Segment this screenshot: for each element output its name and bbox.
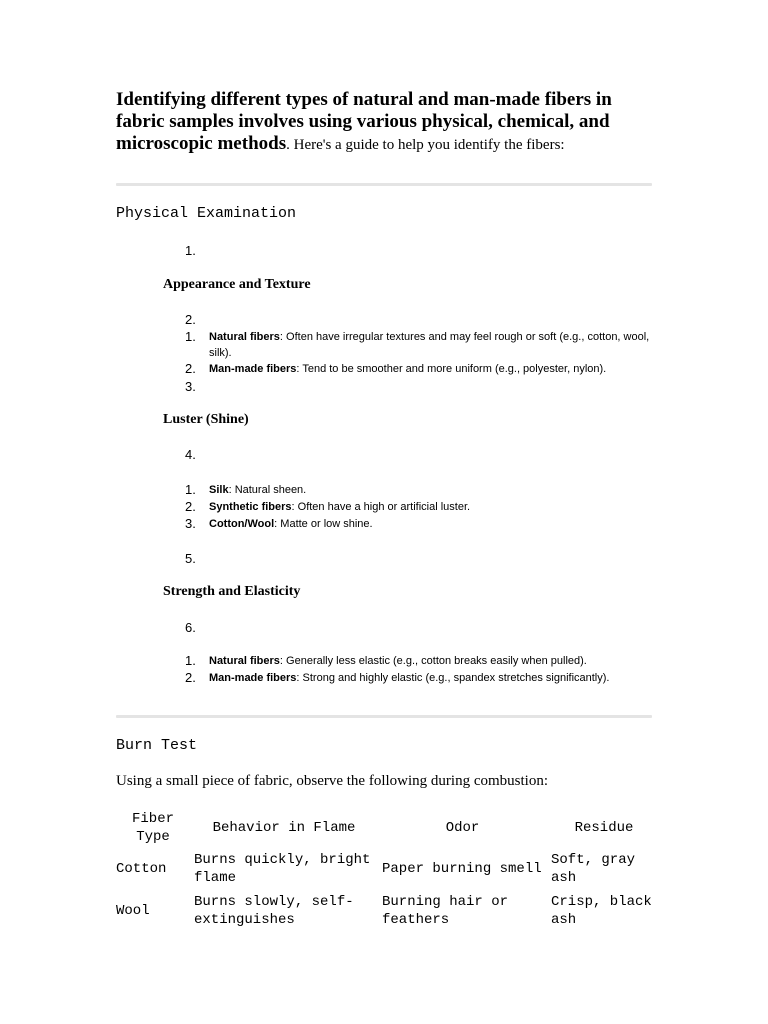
table-cell: Burns slowly, self-extinguishes — [194, 894, 354, 928]
table-cell: Crisp, black ash — [551, 894, 652, 928]
item-number: 1. — [185, 653, 196, 668]
column-header-residue: Residue — [574, 820, 634, 836]
list-item — [185, 670, 660, 686]
table-cell: Cotton — [116, 861, 167, 877]
item-label: Man-made fibers — [209, 363, 297, 375]
horizontal-rule — [116, 183, 652, 186]
column-header-fiber-type: Fiber Type — [131, 811, 174, 845]
column-header-odor: Odor — [445, 820, 480, 836]
item-text: : Strong and highly elastic (e.g., spandex stretches significantly). — [296, 672, 610, 684]
burn-test-intro: Using a small piece of fabric, observe the following during combustion: — [116, 773, 548, 789]
item-label: Synthetic fibers — [209, 501, 292, 513]
table-cell: Wool — [116, 903, 150, 919]
item-number: 2. — [185, 670, 196, 685]
horizontal-rule — [116, 715, 652, 718]
physical-examination-heading: Physical Examination — [116, 205, 297, 222]
item-label: Natural fibers — [209, 655, 280, 667]
table-header-row — [116, 808, 661, 848]
table-cell: Soft, gray ash — [551, 852, 636, 886]
item-label: Silk — [209, 484, 229, 496]
item-text: : Matte or low shine. — [274, 518, 373, 530]
table-cell: Burns quickly, bright flame — [194, 852, 371, 886]
item-text: : Natural sheen. — [228, 484, 307, 496]
list-number: 3. — [185, 379, 196, 394]
item-label: Cotton/Wool — [209, 518, 275, 530]
list-number: 2. — [185, 312, 196, 327]
item-number: 2. — [185, 361, 196, 376]
item-text: : Often have a high or artificial luster. — [291, 501, 471, 513]
list-item — [185, 361, 660, 377]
item-text: : Tend to be smoother and more uniform (e.g., polyester, nylon). — [296, 363, 607, 375]
item-text: : Generally less elastic (e.g., cotton breaks easily when pulled). — [279, 655, 587, 667]
list-number: 6. — [185, 620, 196, 635]
list-number: 5. — [185, 551, 196, 566]
list-number: 1. — [185, 243, 196, 258]
item-number: 1. — [185, 329, 196, 344]
intro-normal-text: . Here's a guide to help you identify the fibers: — [286, 137, 565, 153]
subheading-strength-elasticity: Strength and Elasticity — [163, 584, 301, 599]
intro-paragraph — [116, 89, 656, 156]
item-label: Man-made fibers — [209, 672, 297, 684]
table-row — [116, 890, 661, 932]
item-label: Natural fibers — [209, 331, 280, 343]
list-item — [185, 482, 660, 498]
subheading-appearance-texture: Appearance and Texture — [163, 277, 311, 292]
column-header-behavior: Behavior in Flame — [212, 820, 356, 836]
list-item — [185, 516, 660, 532]
burn-test-table — [116, 808, 661, 932]
list-item — [185, 653, 660, 669]
table-row — [116, 848, 661, 890]
burn-test-heading: Burn Test — [116, 737, 198, 754]
intro-bold-text: Identifying different types of natural and man-made fibers in fabric samples involves using various physical, chemical, and microscopic methods — [116, 89, 612, 154]
subheading-luster: Luster (Shine) — [163, 412, 249, 427]
list-item — [185, 329, 660, 361]
table-cell: Paper burning smell — [382, 861, 542, 877]
item-text: : Often have irregular textures and may feel rough or soft (e.g., cotton, wool, silk). — [209, 331, 650, 359]
item-number: 1. — [185, 482, 196, 497]
list-item — [185, 499, 660, 515]
table-cell: Burning hair or feathers — [382, 894, 509, 928]
item-number: 3. — [185, 516, 196, 531]
list-number: 4. — [185, 447, 196, 462]
item-number: 2. — [185, 499, 196, 514]
